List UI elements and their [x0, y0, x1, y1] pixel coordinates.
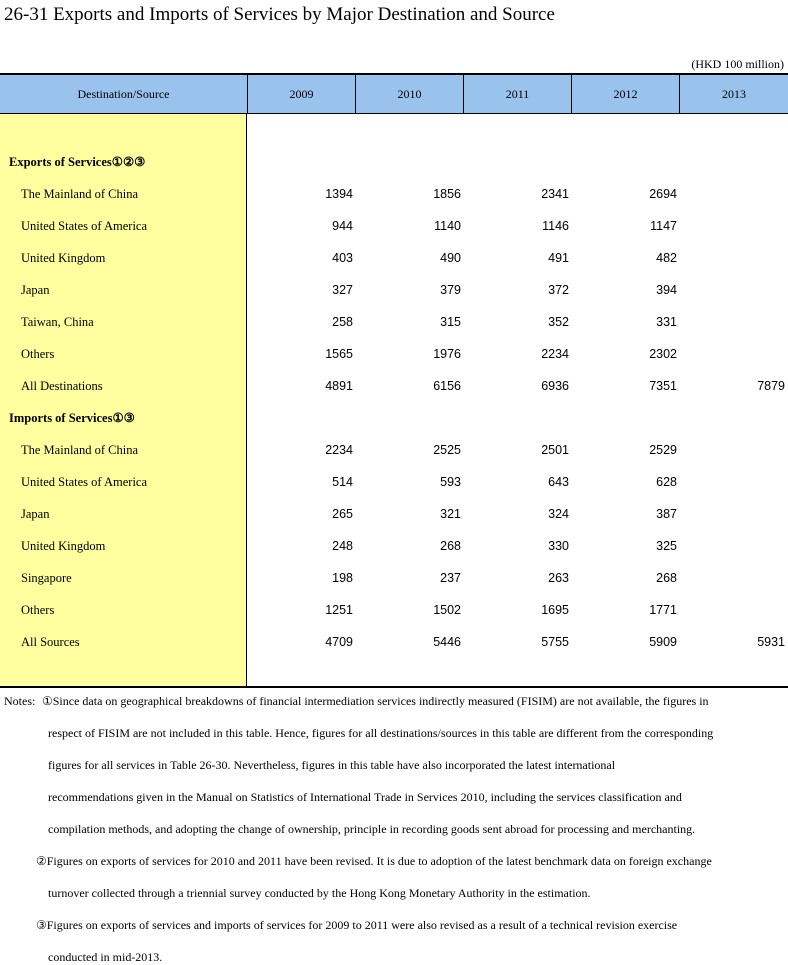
- section-exports: [0, 146, 788, 178]
- value-cell: 324: [548, 507, 569, 521]
- value-cell: 372: [548, 283, 569, 297]
- note-1-line-5: compilation methods, and adopting the change of ownership, principle in recording goods sent abroad for processing and merchanting.: [48, 822, 696, 836]
- note-1-line-4: recommendations given in the Manual on Statistics of International Trade in Services 2010, including the services classification and: [48, 790, 682, 804]
- value-cell: 265: [332, 507, 353, 521]
- row-label: Taiwan, China: [21, 315, 94, 329]
- table-row: [0, 210, 788, 242]
- row-label: Singapore: [21, 571, 72, 585]
- value-cell: 248: [332, 539, 353, 553]
- note-2-line-2: turnover collected through a triennial survey conducted by the Hong Kong Monetary Authority in the estimation.: [48, 886, 591, 900]
- value-cell: 325: [656, 539, 677, 553]
- row-label: Japan: [21, 283, 50, 297]
- value-cell: 628: [656, 475, 677, 489]
- note-1-line-1: ①Since data on geographical breakdowns of financial intermediation services indirectly measured (FISIM) are not available, the figures in: [42, 694, 709, 708]
- value-cell: 7351: [649, 379, 677, 393]
- value-cell: 330: [548, 539, 569, 553]
- value-cell: 482: [656, 251, 677, 265]
- value-cell: 2529: [649, 443, 677, 457]
- row-label: The Mainland of China: [21, 443, 138, 457]
- value-cell: 394: [656, 283, 677, 297]
- table-row: [0, 274, 788, 306]
- table-header: [0, 73, 788, 114]
- section-exports-label: Exports of Services①②③: [9, 155, 146, 169]
- value-cell: 514: [332, 475, 353, 489]
- value-cell: 1140: [434, 219, 461, 233]
- unit-label: (HKD 100 million): [691, 57, 784, 71]
- header-year-2011: 2011: [464, 75, 572, 114]
- note-3-line-1: ③Figures on exports of services and imports of services for 2009 to 2011 were also revised as a result of a technical revision exercise: [36, 918, 678, 932]
- value-cell: 327: [332, 283, 353, 297]
- row-label: United Kingdom: [21, 251, 106, 265]
- value-cell: 315: [440, 315, 461, 329]
- value-cell: 1147: [650, 219, 677, 233]
- value-cell: 321: [440, 507, 461, 521]
- section-imports: [0, 402, 788, 434]
- value-cell: 237: [440, 571, 461, 585]
- note-3-line-2: conducted in mid-2013.: [48, 950, 163, 964]
- value-cell: 944: [332, 219, 353, 233]
- value-cell: 5909: [649, 635, 677, 649]
- row-label: Others: [21, 603, 55, 617]
- table-row: [0, 370, 788, 402]
- value-cell: 1976: [433, 347, 461, 361]
- value-cell: 258: [332, 315, 353, 329]
- value-cell: 1394: [325, 187, 353, 201]
- table-row: [0, 594, 788, 626]
- value-cell: 198: [332, 571, 353, 585]
- table-row: [0, 338, 788, 370]
- header-year-2010: 2010: [356, 75, 464, 114]
- value-cell: 1565: [325, 347, 353, 361]
- table-row: [0, 434, 788, 466]
- row-label: Others: [21, 347, 55, 361]
- note-2-line-1: ②Figures on exports of services for 2010 and 2011 have been revised. It is due to adoption of the latest benchmark data on foreign exchange: [36, 854, 712, 868]
- row-label: United States of America: [21, 219, 148, 233]
- value-cell: 268: [440, 539, 461, 553]
- notes-prefix: Notes:: [4, 694, 36, 708]
- table-row: [0, 242, 788, 274]
- value-cell: 7879: [757, 379, 785, 393]
- header-year-2013: 2013: [722, 87, 746, 101]
- table-row: [0, 306, 788, 338]
- note-1-line-3: figures for all services in Table 26-30. Nevertheless, figures in this table have also incorporated the latest international: [48, 758, 616, 772]
- value-cell: 2234: [541, 347, 569, 361]
- table-row: [0, 498, 788, 530]
- row-label: The Mainland of China: [21, 187, 138, 201]
- value-cell: 491: [548, 251, 569, 265]
- table-row: [0, 562, 788, 594]
- value-cell: 2234: [325, 443, 353, 457]
- value-cell: 2302: [649, 347, 677, 361]
- table-row: [0, 530, 788, 562]
- page-title: 26-31 Exports and Imports of Services by Major Destination and Source: [4, 4, 555, 25]
- row-label: Japan: [21, 507, 50, 521]
- value-cell: 5931: [757, 635, 785, 649]
- value-cell: 6156: [433, 379, 461, 393]
- value-cell: 1146: [542, 219, 569, 233]
- header-year-2012: 2012: [572, 75, 680, 114]
- value-cell: 331: [656, 315, 677, 329]
- services-table: [0, 73, 788, 688]
- value-cell: 1771: [649, 603, 677, 617]
- value-cell: 5446: [433, 635, 461, 649]
- section-imports-label: Imports of Services①③: [9, 411, 135, 425]
- value-cell: 1695: [541, 603, 569, 617]
- value-cell: 2694: [649, 187, 677, 201]
- value-cell: 4709: [325, 635, 353, 649]
- value-cell: 490: [440, 251, 461, 265]
- row-label: United Kingdom: [21, 539, 106, 553]
- row-label: All Sources: [21, 635, 80, 649]
- value-cell: 593: [440, 475, 461, 489]
- table-row: [0, 466, 788, 498]
- value-cell: 643: [548, 475, 569, 489]
- value-cell: 387: [656, 507, 677, 521]
- value-cell: 6936: [541, 379, 569, 393]
- note-1-line-2: respect of FISIM are not included in this table. Hence, figures for all destinations/sources in this table are different from the corresponding: [48, 726, 714, 740]
- value-cell: 379: [440, 283, 461, 297]
- value-cell: 403: [332, 251, 353, 265]
- row-label: United States of America: [21, 475, 148, 489]
- value-cell: 263: [548, 571, 569, 585]
- header-year-2009: 2009: [248, 75, 356, 114]
- table-body: [0, 114, 788, 688]
- value-cell: 352: [548, 315, 569, 329]
- value-cell: 2501: [541, 443, 569, 457]
- value-cell: 4891: [325, 379, 353, 393]
- value-cell: 5755: [541, 635, 569, 649]
- row-label: All Destinations: [21, 379, 103, 393]
- value-cell: 268: [656, 571, 677, 585]
- value-cell: 1251: [325, 603, 353, 617]
- value-cell: 1502: [433, 603, 461, 617]
- value-cell: 2341: [541, 187, 569, 201]
- table-row: [0, 626, 788, 658]
- header-destination-source: Destination/Source: [0, 75, 248, 114]
- table-row: [0, 178, 788, 210]
- value-cell: 2525: [433, 443, 461, 457]
- value-cell: 1856: [433, 187, 461, 201]
